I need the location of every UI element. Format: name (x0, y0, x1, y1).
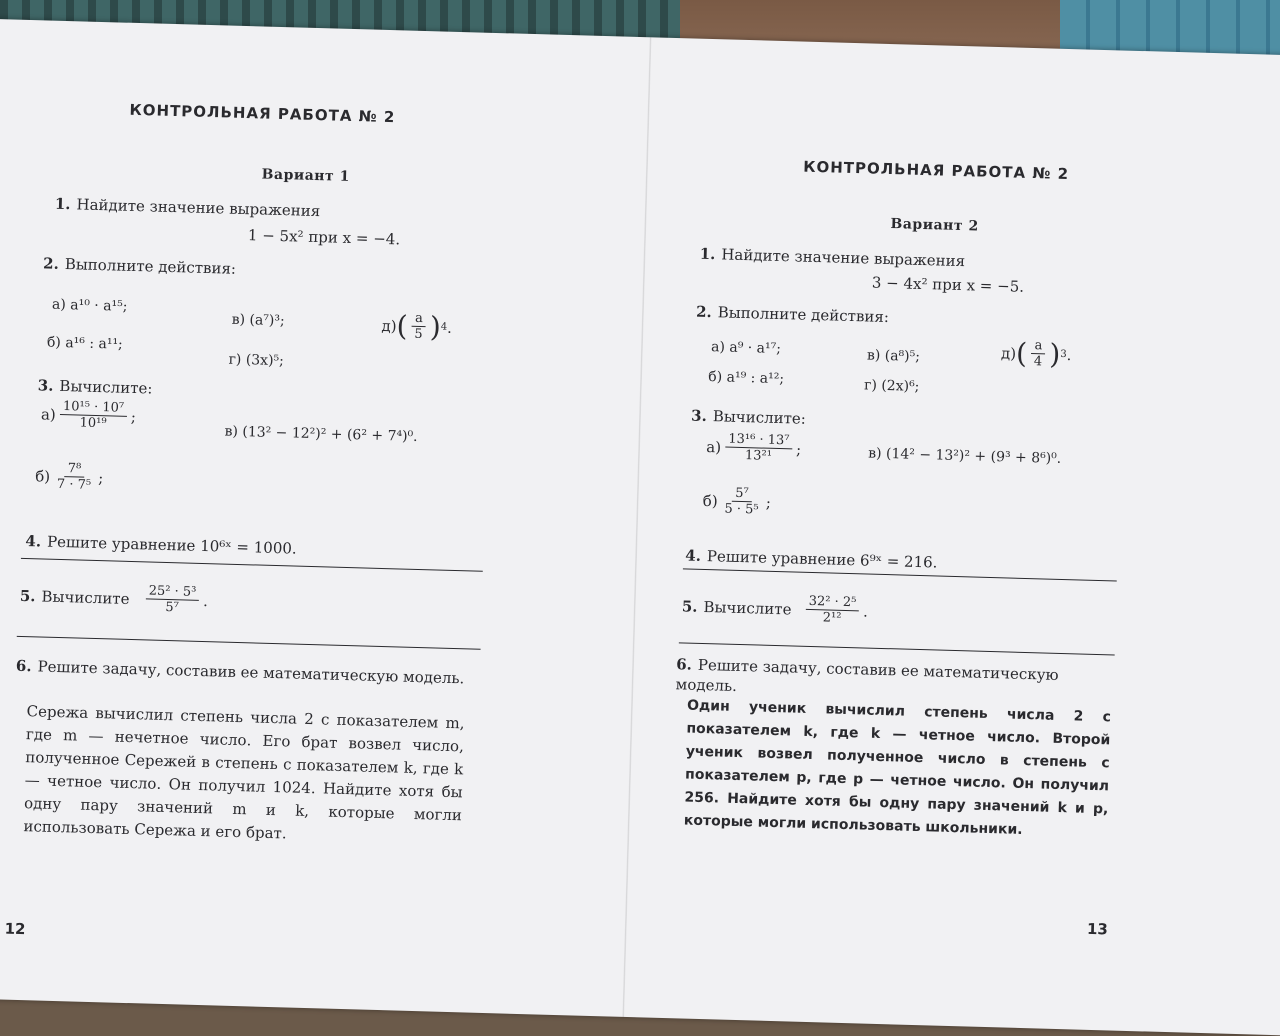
page-title: КОНТРОЛЬНАЯ РАБОТА № 2 (802, 157, 1070, 184)
task-text: Выполните действия: (64, 255, 237, 278)
task-number: 5. (19, 586, 36, 605)
fraction-numerator: a (412, 311, 426, 327)
task-3-b: б) $\frac{\text{7⁸}}{\text{7 · 7⁵}}$ ; (34, 461, 104, 493)
task-2-d: д) ( $\frac{a}{5}$ ) 4 . (381, 308, 453, 344)
task-number: 3. (690, 406, 708, 426)
fraction-numerator: a (1031, 338, 1045, 354)
task-2-a: а) a¹⁰ · a¹⁵; (51, 296, 128, 315)
task-text: Найдите значение выражения (721, 245, 966, 271)
task-number: 2. (695, 302, 713, 322)
fraction-denominator: 13²¹ (744, 448, 773, 464)
page-number: 13 (1086, 919, 1109, 939)
task-2-d: д) ( $\frac{a}{4}$ ) 3 . (1000, 336, 1072, 371)
task-number: 6. (675, 655, 693, 674)
task-number: 6. (15, 656, 32, 676)
divider (679, 642, 1115, 655)
divider (17, 636, 481, 650)
task-3-v: в) (14² − 13²)² + (9³ + 8⁶)⁰. (867, 445, 1062, 467)
task-1-formula: 1 − 5x² при x = −4. (247, 226, 401, 249)
item-label: а) (40, 404, 57, 424)
task-2-b: б) a¹⁹ : a¹²; (708, 369, 785, 388)
task-number: 4. (685, 546, 702, 565)
fraction-numerator: 5⁷ (732, 486, 752, 503)
task-text: Вычислите: (712, 407, 807, 428)
task-2-g: г) (2x)⁶; (863, 377, 920, 395)
book-spine (622, 37, 651, 1017)
task-text: Вычислите (41, 587, 130, 608)
variant-label: Вариант 2 (890, 216, 979, 235)
item-label: а) (706, 437, 722, 456)
fraction-denominator: 5 (414, 326, 423, 343)
item-label: б) (702, 491, 718, 510)
task-6-body: Сережа вычислил степень числа 2 с показателем m, где m — нечетное число. Его брат возвел число, полученное Сережей в степень с показателем k, где k — четное число. Он получил 1024. Найдите хотя бы одну пару значений m и k, которые могли использовать Сережа и его брат. (23, 702, 465, 843)
task-text: Решите уравнение 6⁹ˣ = 216. (706, 547, 938, 572)
task-number: 5. (681, 596, 698, 616)
task-number: 1. (54, 194, 71, 214)
task-2-b: б) a¹⁶ : a¹¹; (46, 334, 123, 353)
fraction-numerator: 25² · 5³ (145, 583, 199, 600)
task-number: 4. (25, 532, 42, 551)
task-5: 5. Вычислите $\frac{\text{25² · 5³}}{\text{5⁷}}$ . (19, 583, 209, 616)
fraction-denominator: 2¹² (822, 610, 842, 626)
task-text: Решите задачу, составив ее математическую модель. (675, 655, 1059, 695)
task-4 (685, 546, 1165, 577)
task-2 (696, 303, 1176, 334)
task-3-b: б) $\frac{\text{5⁷}}{\text{5 · 5⁵}}$ ; (702, 485, 772, 518)
item-label: д) (381, 316, 397, 335)
task-number: 3. (37, 376, 54, 395)
task-1-formula: 3 − 4x² при x = −5. (871, 273, 1025, 296)
fraction-numerator: 32² · 2⁵ (805, 594, 859, 611)
task-5: 5. Вычислите $\frac{\text{32² · 2⁵}}{\text{2¹²}}$ . (681, 593, 869, 626)
page-title: КОНТРОЛЬНАЯ РАБОТА № 2 (129, 100, 396, 127)
task-2-g: г) (3x)⁵; (228, 351, 285, 370)
variant-label: Вариант 1 (261, 166, 351, 185)
fraction-denominator: 10¹⁹ (79, 415, 107, 432)
task-2 (43, 254, 563, 287)
task-text: Решите уравнение 10⁶ˣ = 1000. (46, 532, 297, 558)
task-number: 2. (42, 254, 60, 273)
exponent: 4 (440, 321, 448, 333)
task-text: Вычислите: (59, 376, 153, 398)
open-book (0, 18, 1280, 1036)
task-text: Вычислите (703, 597, 792, 618)
fraction-numerator: 13¹⁶ · 13⁷ (725, 432, 793, 450)
fraction-numerator: 10¹⁵ · 10⁷ (60, 399, 128, 417)
task-2-v: в) (a⁸)⁵; (866, 347, 921, 365)
page-number: 12 (4, 919, 26, 939)
task-3-a: а) $\frac{\text{10¹⁵ · 10⁷}}{\text{10¹⁹}}$ ; (40, 399, 137, 432)
task-text: Найдите значение выражения (76, 195, 321, 221)
item-label: д) (1000, 343, 1017, 363)
task-text: Выполните действия: (717, 303, 890, 327)
fraction-denominator: 5 · 5⁵ (724, 501, 759, 518)
task-number: 1. (699, 244, 716, 264)
item-label: б) (34, 466, 51, 486)
task-6 (16, 656, 476, 689)
task-3-a: а) $\frac{\text{13¹⁶ · 13⁷}}{\text{13²¹}}$ ; (706, 431, 802, 464)
fraction-denominator: 4 (1033, 354, 1043, 370)
task-text: Решите задачу, составив ее математическую модель. (37, 657, 465, 688)
fraction-denominator: 5⁷ (165, 599, 180, 616)
task-3-v: в) (13² − 12²)² + (6² + 7⁴)⁰. (224, 423, 418, 445)
task-6-body: Один ученик вычислил степень числа 2 с показателем k, где k — четное число. Второй ученик возвел полученное число в степень с показателем p, где p — четное число. Он получил 256. Найдите хотя бы одну пару значений k и p, которые могли использовать школьники. (683, 697, 1112, 838)
task-2-v: в) (a⁷)³; (231, 311, 285, 330)
exponent: 3 (1060, 348, 1067, 361)
fraction-denominator: 7 · 7⁵ (56, 476, 92, 493)
task-2-a: а) a⁹ · a¹⁷; (710, 339, 782, 358)
fraction-numerator: 7⁸ (64, 461, 84, 478)
